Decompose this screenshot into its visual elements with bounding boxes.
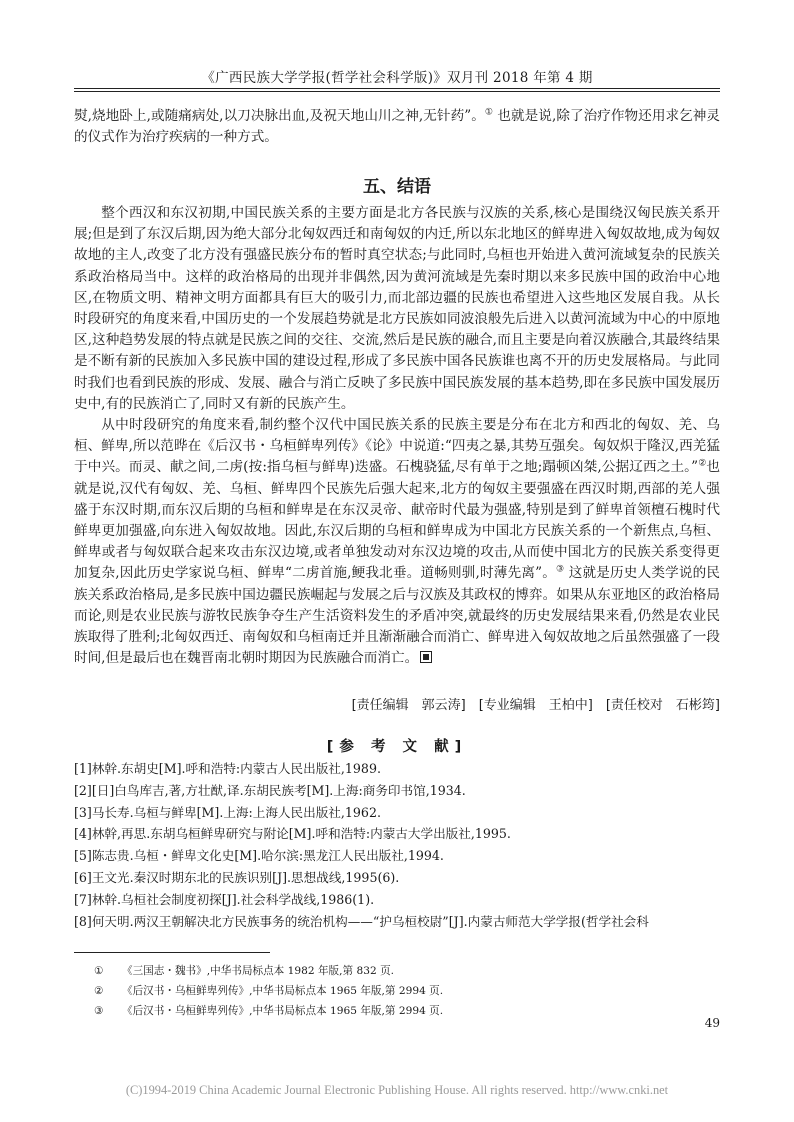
- running-head: 《广西民族大学学报(哲学社会科学版)》双月刊 2018 年第 4 期: [201, 70, 593, 86]
- copyright-notice: (C)1994-2019 China Academic Journal Electronic Publishing House. All rights reserved. http://www.cnki.net: [125, 1083, 669, 1097]
- reference-item: [3]马长寿.乌桓与鲜卑[M].上海:上海人民出版社,1962.: [74, 804, 381, 820]
- conclusion-body: [74, 203, 720, 669]
- footnote-mark-1[interactable]: ①: [484, 107, 493, 118]
- carryover-tail: 也就是说,除了治疗作物还用求乞神灵的仪式作为治疗疾病的一种方式。: [74, 108, 720, 146]
- paragraph-2-part-a: 从中时段研究的角度来看,制约整个汉代中国民族关系的民族主要是分布在北方和西北的匈奴、羌、乌桓、鲜卑,所以范晔在《后汉书・乌桓鲜卑列传》《论》中说道:“四夷之暴,其势互强矣。匈奴炽于隆汉,西羌猛于中兴。而灵、献之间,二虏(按:指乌桓与鲜卑)迭盛。石槐骁猛,尽有单于之地;蹋顿凶桀,公据辽西之土。”: [74, 417, 720, 476]
- section-title: 五、结语: [363, 177, 431, 197]
- footnote-mark-2[interactable]: ②: [698, 458, 707, 469]
- footnote-rule: [74, 952, 270, 953]
- footnote-list: [94, 961, 720, 1021]
- footnote-text: 《三国志・魏书》,中华书局标点本 1982 年版,第 832 页.: [122, 965, 395, 977]
- footnote-text: 《后汉书・乌桓鲜卑列传》,中华书局标点本 1965 年版,第 2994 页.: [122, 985, 444, 997]
- references-title: [参 考 文 献]: [326, 739, 468, 755]
- reference-item: [8]何天明.两汉王朝解决北方民族事务的统治机构——“护乌桓校尉”[J].内蒙古师范大学学报(哲学社会科: [74, 913, 649, 929]
- footnote-item: [94, 981, 720, 1001]
- carryover-text: 熨,烧地卧上,或随痛病处,以刀决脉出血,及祝天地山川之神,无针药”。: [74, 108, 485, 124]
- footnote-number: ③: [94, 1005, 104, 1017]
- carryover-paragraph: [74, 106, 720, 148]
- footnote-text: 《后汉书・乌桓鲜卑列传》,中华书局标点本 1965 年版,第 2994 页.: [122, 1005, 444, 1017]
- footnote-number: ②: [94, 985, 104, 997]
- reference-item: [4]林幹,再思.东胡乌桓鲜卑研究与附论[M].呼和浩特:内蒙古大学出版社,1995.: [74, 826, 511, 842]
- header-rule-thin: [74, 91, 720, 92]
- end-of-article-icon: [420, 651, 432, 663]
- editor-credits: [责任编辑 郭云涛] [专业编辑 王柏中] [责任校对 石彬筠]: [351, 698, 720, 713]
- reference-item: [5]陈志贵.乌桓・鲜卑文化史[M].哈尔滨:黑龙江人民出版社,1994.: [74, 848, 444, 864]
- header-rule-thick: [74, 88, 720, 89]
- reference-item: [6]王文光.秦汉时期东北的民族识别[J].思想战线,1995(6).: [74, 869, 400, 885]
- footnote-item: [94, 961, 720, 981]
- paragraph-1: 整个西汉和东汉初期,中国民族关系的主要方面是北方各民族与汉族的关系,核心是围绕汉匈民族关系开展;但是到了东汉后期,因为绝大部分北匈奴西迁和南匈奴的内迁,所以东北地区的鲜卑进入匈奴故地,成为匈奴故地的主人,改变了北方没有强盛民族分布的暂时真空状态;与此同时,乌桓也开始进入黄河流域复杂的民族关系政治格局当中。这样的政治格局的出现并非偶然,因为黄河流域是先秦时期以来多民族中国的政治中心地区,在物质文明、精神文明方面都具有巨大的吸引力,而北部边疆的民族也希望进入这些地区发展自我。从长时段研究的角度来看,中国历史的一个发展趋势就是北方民族如同波浪般先后进入以黄河流域为中心的中原地区,这种趋势发展的特点就是民族之间的交往、交流,然后是民族的融合,而且主要是向着汉族融合,其最终结果是不断有新的民族加入多民族中国的建设过程,形成了多民族中国各民族谁也离不开的历史发展格局。与此同时我们也看到民族的形成、发展、融合与消亡反映了多民族中国民族发展的基本趋势,即在多民族中国发展历史中,有的民族消亡了,同时又有新的民族产生。: [74, 205, 720, 412]
- footnote-mark-3[interactable]: ③: [556, 564, 565, 575]
- paragraph-2: [74, 415, 720, 669]
- reference-item: [1]林幹.东胡史[M].呼和浩特:内蒙古人民出版社,1989.: [74, 761, 381, 776]
- paragraph-2-part-c: 这就是历史人类学说的民族关系政治格局,是多民族中国边疆民族崛起与发展之后与汉族及其政权的博弈。如果从东亚地区的政治格局而论,则是农业民族与游牧民族争夺生产生活资料发生的矛盾冲突,就最终的历史发展结果来看,仍然是农业民族取得了胜利;北匈奴西迁、南匈奴和乌桓南迁并且渐渐融合而消亡、鲜卑进入匈奴故地之后虽然强盛了一段时间,但是最后也在魏晋南北朝时期因为民族融合而消亡。: [74, 565, 720, 667]
- reference-list: [74, 758, 720, 932]
- footnote-number: ①: [94, 965, 104, 977]
- paragraph-2-part-b: 也就是说,汉代有匈奴、羌、乌桓、鲜卑四个民族先后强大起来,北方的匈奴主要强盛在西汉时期,西部的羌人强盛于东汉时期,而东汉后期的乌桓和鲜卑是在东汉灵帝、献帝时代最为强盛,特别是到了鲜卑首领檀石槐时代鲜卑更加强盛,向东进入匈奴故地。因此,东汉后期的乌桓和鲜卑成为中国北方民族关系的一个新焦点,乌桓、鲜卑或者与匈奴联合起来攻击东汉边境,或者单独发动对东汉边境的攻击,从而使中国北方的民族关系变得更加复杂,因此历史学家说乌桓、鲜卑“二虏首施,鲠我北垂。道畅则驯,时薄先离”。: [74, 459, 720, 582]
- reference-item: [7]林幹.乌桓社会制度初探[J].社会科学战线,1986(1).: [74, 891, 375, 907]
- page-number: 49: [704, 1016, 720, 1030]
- reference-item: [2][日]白鸟库吉,著,方壮猷,译.东胡民族考[M].上海:商务印书馆,1934.: [74, 782, 466, 798]
- footnote-item: [94, 1001, 720, 1021]
